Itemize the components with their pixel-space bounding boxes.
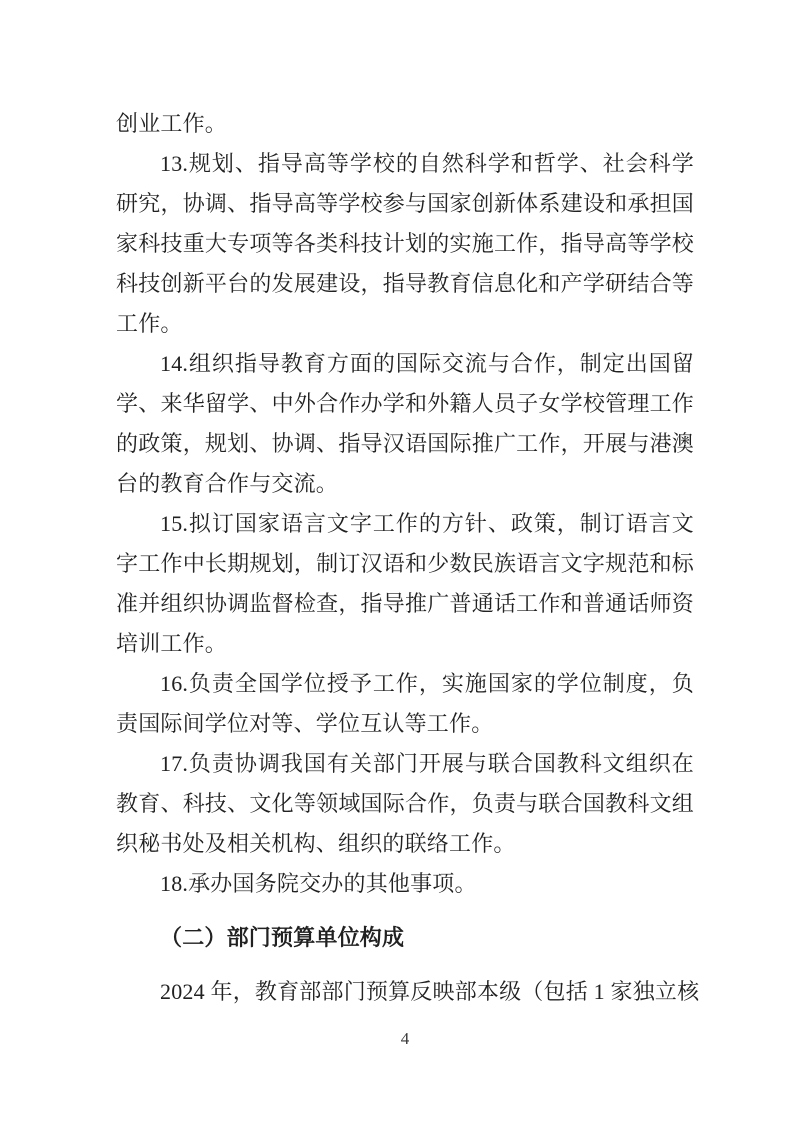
page-footer	[116, 1028, 694, 1050]
paragraph: 2024 年，教育部部门预算反映部本级（包括 1 家独立核	[160, 979, 700, 1004]
page-number: 4	[400, 1029, 410, 1048]
paragraph: 15.拟订国家语言文字工作的方针、政策，制订语言文字工作中长期规划，制订汉语和少数民族语言文字规范和标准并组织协调监督检查，指导推广普通话工作和普通话师资培训工作。	[116, 511, 694, 656]
document-body	[116, 104, 700, 1012]
paragraph: 16.负责全国学位授予工作，实施国家的学位制度，负责国际间学位对等、学位互认等工作。	[116, 671, 694, 736]
paragraph: 14.组织指导教育方面的国际交流与合作，制定出国留学、来华留学、中外合作办学和外籍人员子女学校管理工作的政策，规划、协调、指导汉语国际推广工作，开展与港澳台的教育合作与交流。	[116, 351, 694, 496]
paragraph: 17.负责协调我国有关部门开展与联合国教科文组织在教育、科技、文化等领域国际合作，负责与联合国教科文组织秘书处及相关机构、组织的联络工作。	[116, 751, 694, 856]
paragraph: 18.承办国务院交办的其他事项。	[160, 871, 477, 896]
section-heading: （二）部门预算单位构成	[160, 925, 405, 950]
paragraph: 13.规划、指导高等学校的自然科学和哲学、社会科学研究，协调、指导高等学校参与国家创新体系建设和承担国家科技重大专项等各类科技计划的实施工作，指导高等学校科技创新平台的发展建设，指导教育信息化和产学研结合等工作。	[116, 151, 694, 336]
paragraph: 创业工作。	[116, 111, 228, 136]
